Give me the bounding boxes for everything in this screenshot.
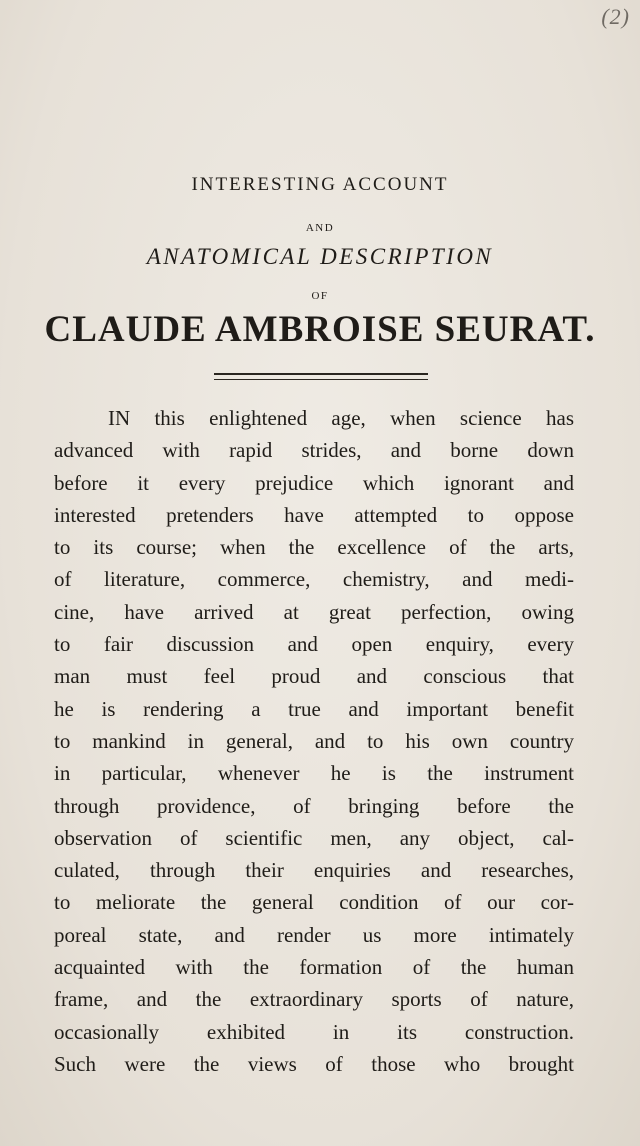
title-conjunction-and: AND <box>305 222 335 234</box>
body-line: to mankind in general, and to his own country <box>54 728 574 753</box>
body-line: man must feel proud and conscious that <box>54 664 574 689</box>
body-line: of literature, commerce, chemistry, and medi- <box>54 567 574 592</box>
body-line: in particular, whenever he is the instrument <box>54 761 574 786</box>
body-line: before it every prejudice which ignorant and <box>54 470 574 495</box>
body-line: to fair discussion and open enquiry, every <box>54 632 574 657</box>
body-line: advanced with rapid strides, and borne down <box>54 438 574 463</box>
title-line-anatomical-description: ANATOMICAL DESCRIPTION <box>146 244 494 269</box>
body-paragraph <box>54 402 574 1080</box>
body-line: interested pretenders have attempted to oppose <box>54 502 574 527</box>
body-line: through providence, of bringing before the <box>54 793 574 818</box>
body-line: observation of scientific men, any object, cal- <box>54 825 574 850</box>
body-line: to its course; when the excellence of the arts, <box>54 535 574 560</box>
title-line-subject-name: CLAUDE AMBROISE SEURAT. <box>44 309 596 350</box>
body-line: Such were the views of those who brought <box>54 1051 574 1076</box>
body-line: poreal state, and render us more intimately <box>54 922 574 947</box>
title-preposition-of: OF <box>311 290 329 302</box>
body-line: he is rendering a true and important benefit <box>54 696 574 721</box>
body-line: cine, have arrived at great perfection, owing <box>54 599 574 624</box>
body-line: acquainted with the formation of the human <box>54 955 574 980</box>
page-number: (2) <box>601 4 630 29</box>
title-divider-thin <box>214 379 428 380</box>
title-line-interesting-account: INTERESTING ACCOUNT <box>191 174 449 195</box>
body-line: frame, and the extraordinary sports of nature, <box>54 987 574 1012</box>
title-divider-thick <box>214 373 428 375</box>
body-line: occasionally exhibited in its construction. <box>54 1019 574 1044</box>
body-line: IN this enlightened age, when science has <box>108 406 574 430</box>
body-line: culated, through their enquiries and researches, <box>54 858 574 883</box>
body-line: to meliorate the general condition of our cor- <box>54 890 574 915</box>
